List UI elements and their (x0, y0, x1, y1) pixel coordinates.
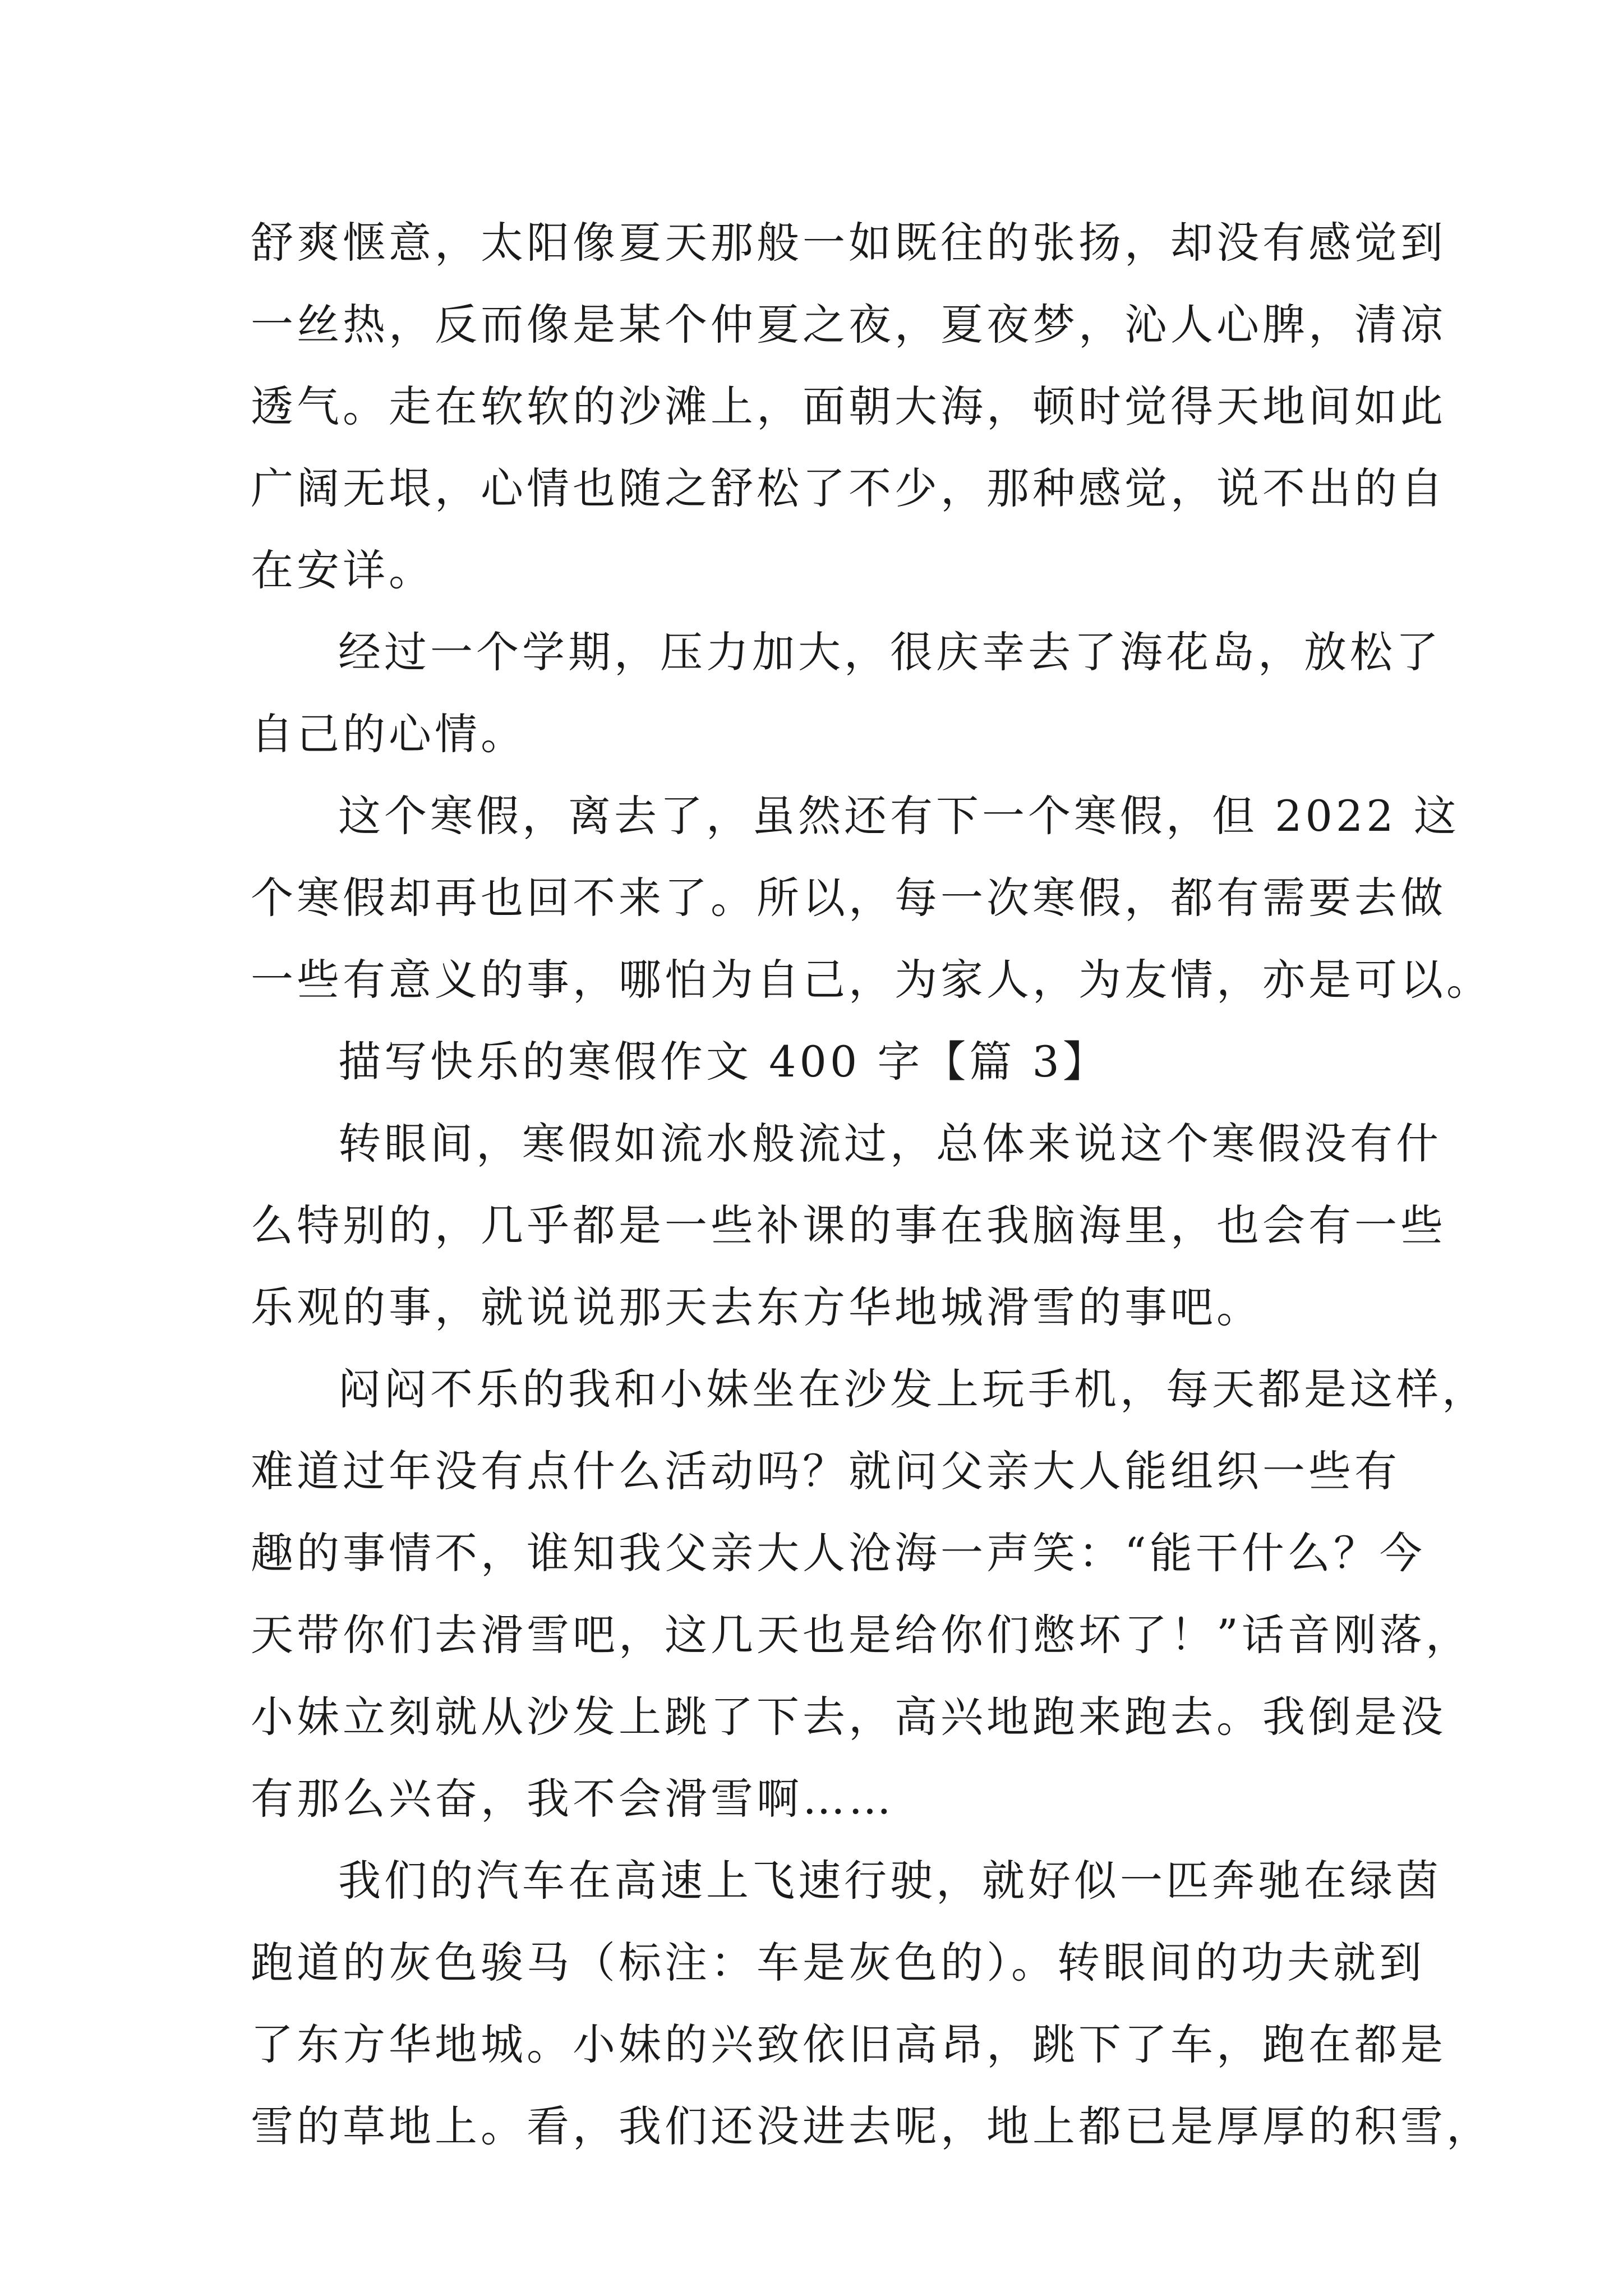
text-line: 闷闷不乐的我和小妹坐在沙发上玩手机，每天都是这样， (338, 1364, 1488, 1414)
text-line: 天带你们去滑雪吧，这几天也是给你们憋坏了！”话音刚落， (251, 1610, 1472, 1660)
text-line: 自己的心情。 (251, 709, 527, 759)
text-line: 雪的草地上。看，我们还没进去呢，地上都已是厚厚的积雪， (251, 2101, 1492, 2151)
text-line: 透气。走在软软的沙滩上，面朝大海，顿时觉得天地间如此 (251, 381, 1446, 431)
text-line: 一丝热，反而像是某个仲夏之夜，夏夜梦，沁人心脾，清凉 (251, 300, 1446, 349)
text-line: 有那么兴奋，我不会滑雪啊…… (251, 1774, 895, 1824)
text-line: 跑道的灰色骏马（标注：车是灰色的）。转眼间的功夫就到 (251, 1938, 1425, 1987)
text-line: 广阔无垠，心情也随之舒松了不少，那种感觉，说不出的自 (251, 463, 1446, 513)
text-line: 趣的事情不，谁知我父亲大人沧海一声笑：“能干什么？今 (251, 1528, 1426, 1578)
text-line: 难道过年没有点什么活动吗？就问父亲大人能组织一些有 (251, 1446, 1400, 1496)
text-line: 舒爽惬意，太阳像夏天那般一如既往的张扬，却没有感觉到 (251, 218, 1446, 268)
text-line: 在安详。 (251, 545, 435, 595)
text-line: 小妹立刻就从沙发上跳了下去，高兴地跑来跑去。我倒是没 (251, 1692, 1446, 1742)
document-body (251, 202, 1492, 2168)
text-line: 转眼间，寒假如流水般流过，总体来说这个寒假没有什 (338, 1119, 1442, 1168)
text-line: 经过一个学期，压力加大，很庆幸去了海花岛，放松了 (338, 627, 1442, 677)
text-line: 我们的汽车在高速上飞速行驶，就好似一匹奔驰在绿茵 (338, 1856, 1442, 1906)
text-line: 一些有意义的事，哪怕为自己，为家人，为友情，亦是可以。 (251, 955, 1492, 1005)
text-line: 个寒假却再也回不来了。所以，每一次寒假，都有需要去做 (251, 873, 1446, 923)
text-line: 了东方华地城。小妹的兴致依旧高昂，跳下了车，跑在都是 (251, 2019, 1446, 2069)
text-line: 乐观的事，就说说那天去东方华地城滑雪的事吧。 (251, 1282, 1262, 1332)
text-line: 这个寒假，离去了，虽然还有下一个寒假，但 2022 这 (338, 791, 1460, 841)
section-heading: 描写快乐的寒假作文 400 字【篇 3】 (338, 1037, 1109, 1087)
text-line: 么特别的，几乎都是一些补课的事在我脑海里，也会有一些 (251, 1200, 1446, 1250)
